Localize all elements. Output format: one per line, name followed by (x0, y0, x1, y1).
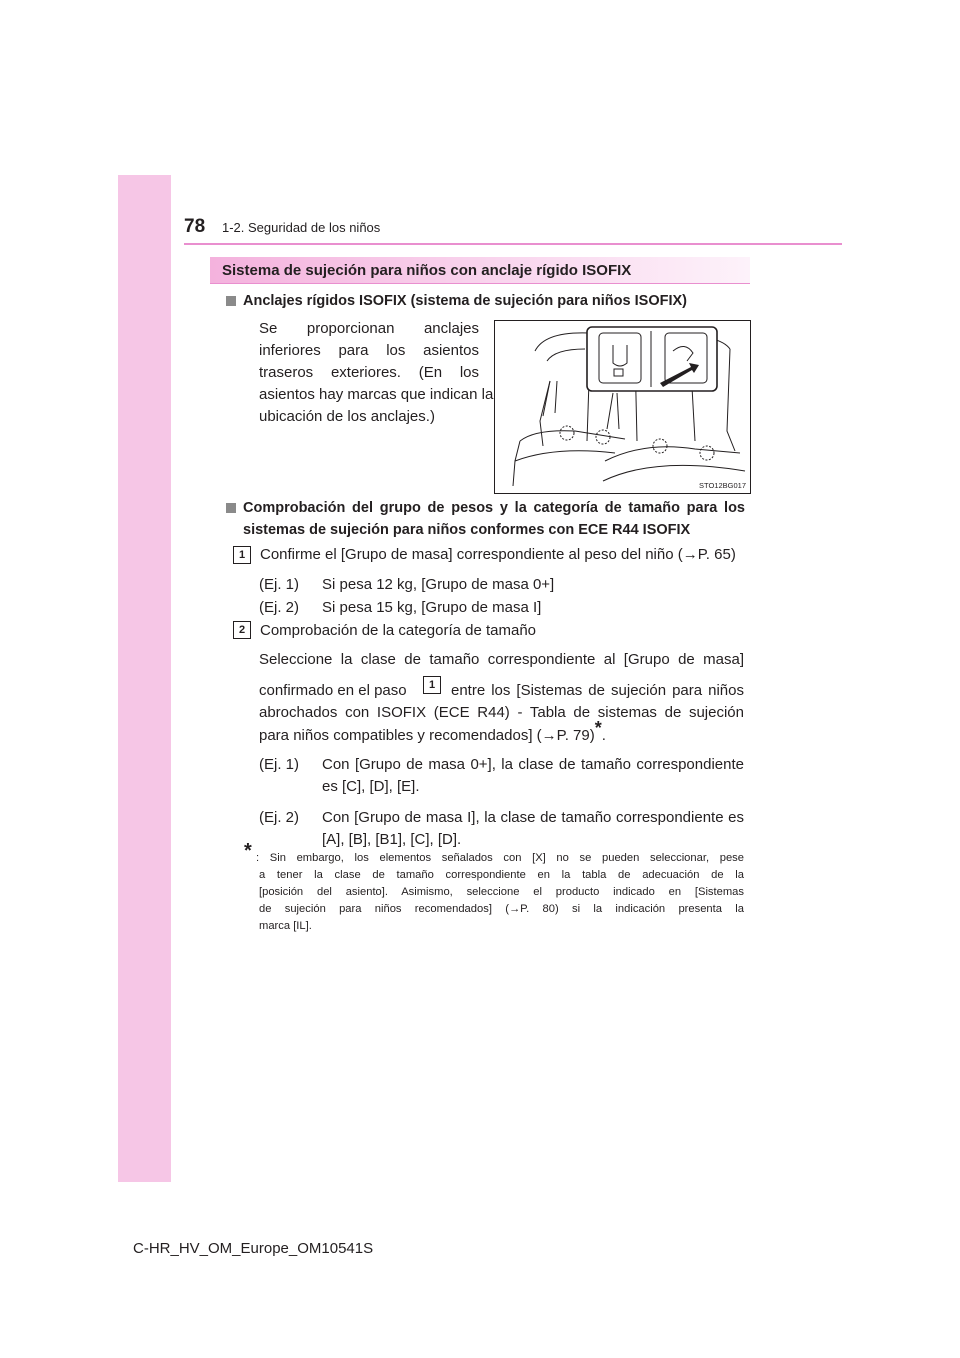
body-line4-text: para niños compatibles y recomendados] (→P. 79) (259, 727, 595, 744)
example-text: Si pesa 15 kg, [Grupo de masa I] (322, 599, 542, 616)
side-tab (118, 175, 171, 1182)
section1-line: asientos hay marcas que indican la (259, 386, 494, 403)
body-line: confirmado en el paso (259, 682, 407, 699)
example-text: Si pesa 12 kg, [Grupo de masa 0+] (322, 576, 555, 593)
section-reference: 1-2. Seguridad de los niños (222, 220, 381, 235)
footnote-marker: * (594, 718, 602, 738)
body-line (259, 718, 606, 747)
section1-line: traseros exteriores. (En los (259, 364, 479, 381)
section-title: Sistema de sujeción para niños con anclaje rígido ISOFIX (222, 262, 632, 279)
body-line4-end: . (601, 727, 606, 744)
body-line: entre los [Sistemas de sujeción para niños (451, 682, 744, 699)
example-label: (Ej. 2) (259, 599, 300, 616)
footnote-line: [posición del asiento]. Asimismo, seleccione el producto indicado en [Sistemas (259, 886, 744, 898)
square-bullet-icon (226, 296, 236, 306)
footnote-line: : Sin embargo, los elementos señalados con [X] no se pueden seleccionar, pese (256, 852, 744, 864)
example-text: es [C], [D], [E]. (322, 778, 420, 795)
step-badge-1: 1 (233, 546, 251, 564)
section2-heading-line2: sistemas de sujeción para niños conformes con ECE R44 ISOFIX (243, 522, 691, 538)
body-line: abrochados con ISOFIX (ECE R44) - Tabla de sistemas de sujeción (259, 704, 744, 721)
step-badge-1-inline: 1 (423, 676, 441, 694)
step2-text: Comprobación de la categoría de tamaño (260, 622, 537, 639)
seat-drawing (495, 321, 750, 493)
body-line: Seleccione la clase de tamaño correspondiente al [Grupo de masa] (259, 651, 744, 668)
isofix-anchor-illustration (494, 320, 751, 494)
example-label: (Ej. 2) (259, 809, 300, 826)
section1-line: Se proporcionan anclajes (259, 320, 479, 337)
footnote-star: * (244, 840, 252, 862)
example-text: [A], [B], [B1], [C], [D]. (322, 831, 462, 848)
example-text: Con [Grupo de masa I], la clase de tamaño correspondiente es (322, 809, 744, 826)
figure-code: STO12BG017 (699, 481, 746, 490)
page-number: 78 (184, 216, 206, 237)
footnote-line: de sujeción para niños recomendados] (→P. 80) si la indicación presenta la (259, 903, 744, 915)
section1-heading: Anclajes rígidos ISOFIX (sistema de sujeción para niños ISOFIX) (243, 293, 687, 309)
header-divider (184, 243, 842, 245)
title-divider (210, 283, 750, 284)
footnote-line: marca [IL]. (259, 920, 312, 932)
step-badge-2: 2 (233, 621, 251, 639)
example-label: (Ej. 1) (259, 756, 300, 773)
example-text: Con [Grupo de masa 0+], la clase de tamaño correspondiente (322, 756, 744, 773)
step1-text: Confirme el [Grupo de masa] correspondiente al peso del niño (→P. 65) (260, 546, 736, 563)
section-title-bar (210, 257, 750, 284)
example-label: (Ej. 1) (259, 576, 300, 593)
square-bullet-icon (226, 503, 236, 513)
section2-heading-line1: Comprobación del grupo de pesos y la categoría de tamaño para los (243, 500, 745, 516)
section1-line: inferiores para los asientos (259, 342, 479, 359)
document-footer: C-HR_HV_OM_Europe_OM10541S (133, 1240, 374, 1257)
section1-line: ubicación de los anclajes.) (259, 408, 435, 425)
footnote-line: a tener la clase de tamaño correspondiente en la tabla de adecuación de la (259, 869, 744, 881)
